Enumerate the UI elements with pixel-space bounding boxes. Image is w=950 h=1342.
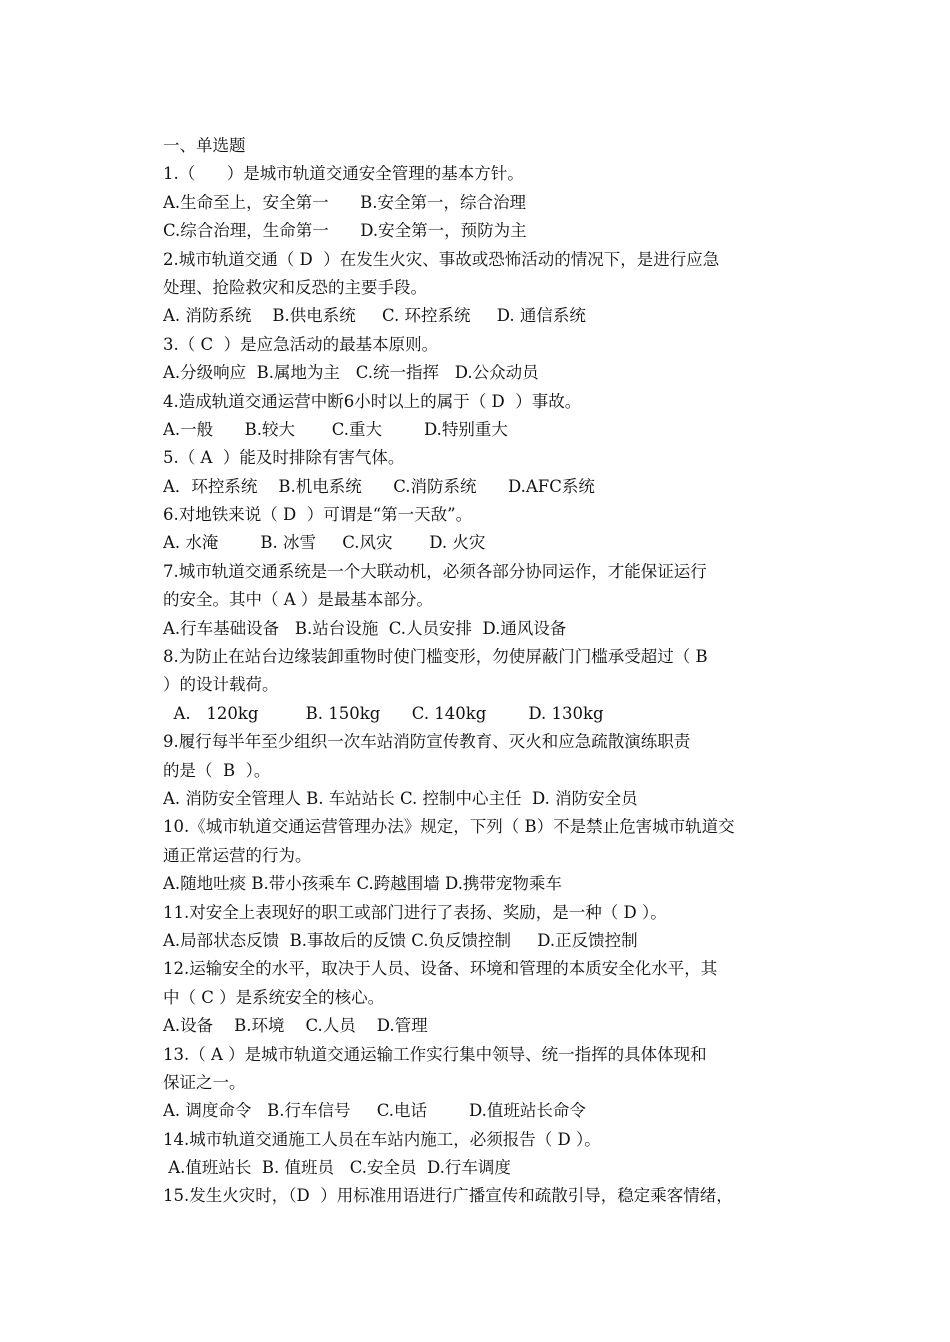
question-9-options: A. 消防安全管理人 B. 车站站长 C. 控制中心主任 D. 消防安全员 xyxy=(163,788,638,808)
question-7-options: A.行车基础设备 B.站台设施 C.人员安排 D.通风设备 xyxy=(163,618,567,638)
question-12-options: A.设备 B.环境 C.人员 D.管理 xyxy=(163,1016,428,1036)
question-2-options: A. 消防系统 B.供电系统 C. 环控系统 D. 通信系统 xyxy=(163,306,586,326)
question-8-options: A. 120kg B. 150kg C. 140kg D. 130kg xyxy=(163,703,604,723)
question-2-continued: 处理、抢险救灾和反恐的主要手段。 xyxy=(163,277,427,297)
question-7-continued: 的安全。其中（ A ）是最基本部分。 xyxy=(163,590,433,610)
question-11-options: A.局部状态反馈 B.事故后的反馈 C.负反馈控制 D.正反馈控制 xyxy=(163,930,638,950)
question-1-options-ab: A.生命至上，安全第一 B.安全第一，综合治理 xyxy=(163,192,526,212)
question-13-options: A. 调度命令 B.行车信号 C.电话 D.值班站长命令 xyxy=(163,1101,586,1121)
document-body xyxy=(163,132,793,1211)
question-7: 7.城市轨道交通系统是一个大联动机，必须各部分协同运作，才能保证运行 xyxy=(163,561,707,581)
question-8: 8.为防止在站台边缘装卸重物时使门槛变形，勿使屏蔽门门槛承受超过（ B xyxy=(163,647,708,667)
question-6-options: A. 水淹 B. 冰雪 C.风灾 D. 火灾 xyxy=(163,533,486,553)
question-8-continued: ）的设计载荷。 xyxy=(163,675,279,695)
question-10-continued: 通正常运营的行为。 xyxy=(163,845,312,865)
question-5: 5.（ A ）能及时排除有害气体。 xyxy=(163,448,405,468)
question-14: 14.城市轨道交通施工人员在车站内施工，必须报告（ D ）。 xyxy=(163,1129,601,1149)
question-9-continued: 的是（ B ）。 xyxy=(163,760,271,780)
section-heading: 一、单选题 xyxy=(163,136,246,155)
question-9: 9.履行每半年至少组织一次车站消防宣传教育、灭火和应急疏散演练职责 xyxy=(163,732,691,752)
question-14-options: A.值班站长 B. 值班员 C.安全员 D.行车调度 xyxy=(163,1158,511,1178)
question-11: 11.对安全上表现好的职工或部门进行了表扬、奖励，是一种（ D ）。 xyxy=(163,902,667,922)
question-3-options: A.分级响应 B.属地为主 C.统一指挥 D.公众动员 xyxy=(163,363,539,383)
question-3: 3.（ C ）是应急活动的最基本原则。 xyxy=(163,334,439,354)
question-1: 1.（ ）是城市轨道交通安全管理的基本方针。 xyxy=(163,164,524,184)
question-6: 6.对地铁来说（ D ）可谓是“第一天敌”。 xyxy=(163,505,473,525)
question-10: 10.《城市轨道交通运营管理办法》规定，下列（ B）不是禁止危害城市轨道交 xyxy=(163,817,735,837)
question-4-options: A.一般 B.较大 C.重大 D.特别重大 xyxy=(163,419,508,439)
question-5-options: A．环控系统 B.机电系统 C.消防系统 D.AFC系统 xyxy=(163,476,595,496)
question-12: 12.运输安全的水平，取决于人员、设备、环境和管理的本质安全化水平，其 xyxy=(163,959,718,979)
question-12-continued: 中（ C ）是系统安全的核心。 xyxy=(163,987,385,1007)
question-15: 15.发生火灾时，（D ）用标准用语进行广播宣传和疏散引导，稳定乘客情绪， xyxy=(163,1186,733,1206)
question-2: 2.城市轨道交通（ D ）在发生火灾、事故或恐怖活动的情况下，是进行应急 xyxy=(163,249,720,269)
question-10-options: A.随地吐痰 B.带小孩乘车 C.跨越围墙 D.携带宠物乘车 xyxy=(163,874,562,894)
question-1-options-cd: C.综合治理，生命第一 D.安全第一，预防为主 xyxy=(163,221,527,241)
question-13-continued: 保证之一。 xyxy=(163,1072,246,1092)
question-4: 4.造成轨道交通运营中断6小时以上的属于（ D ）事故。 xyxy=(163,391,582,411)
question-13: 13.（ A ）是城市轨道交通运输工作实行集中领导、统一指挥的具体体现和 xyxy=(163,1044,707,1064)
